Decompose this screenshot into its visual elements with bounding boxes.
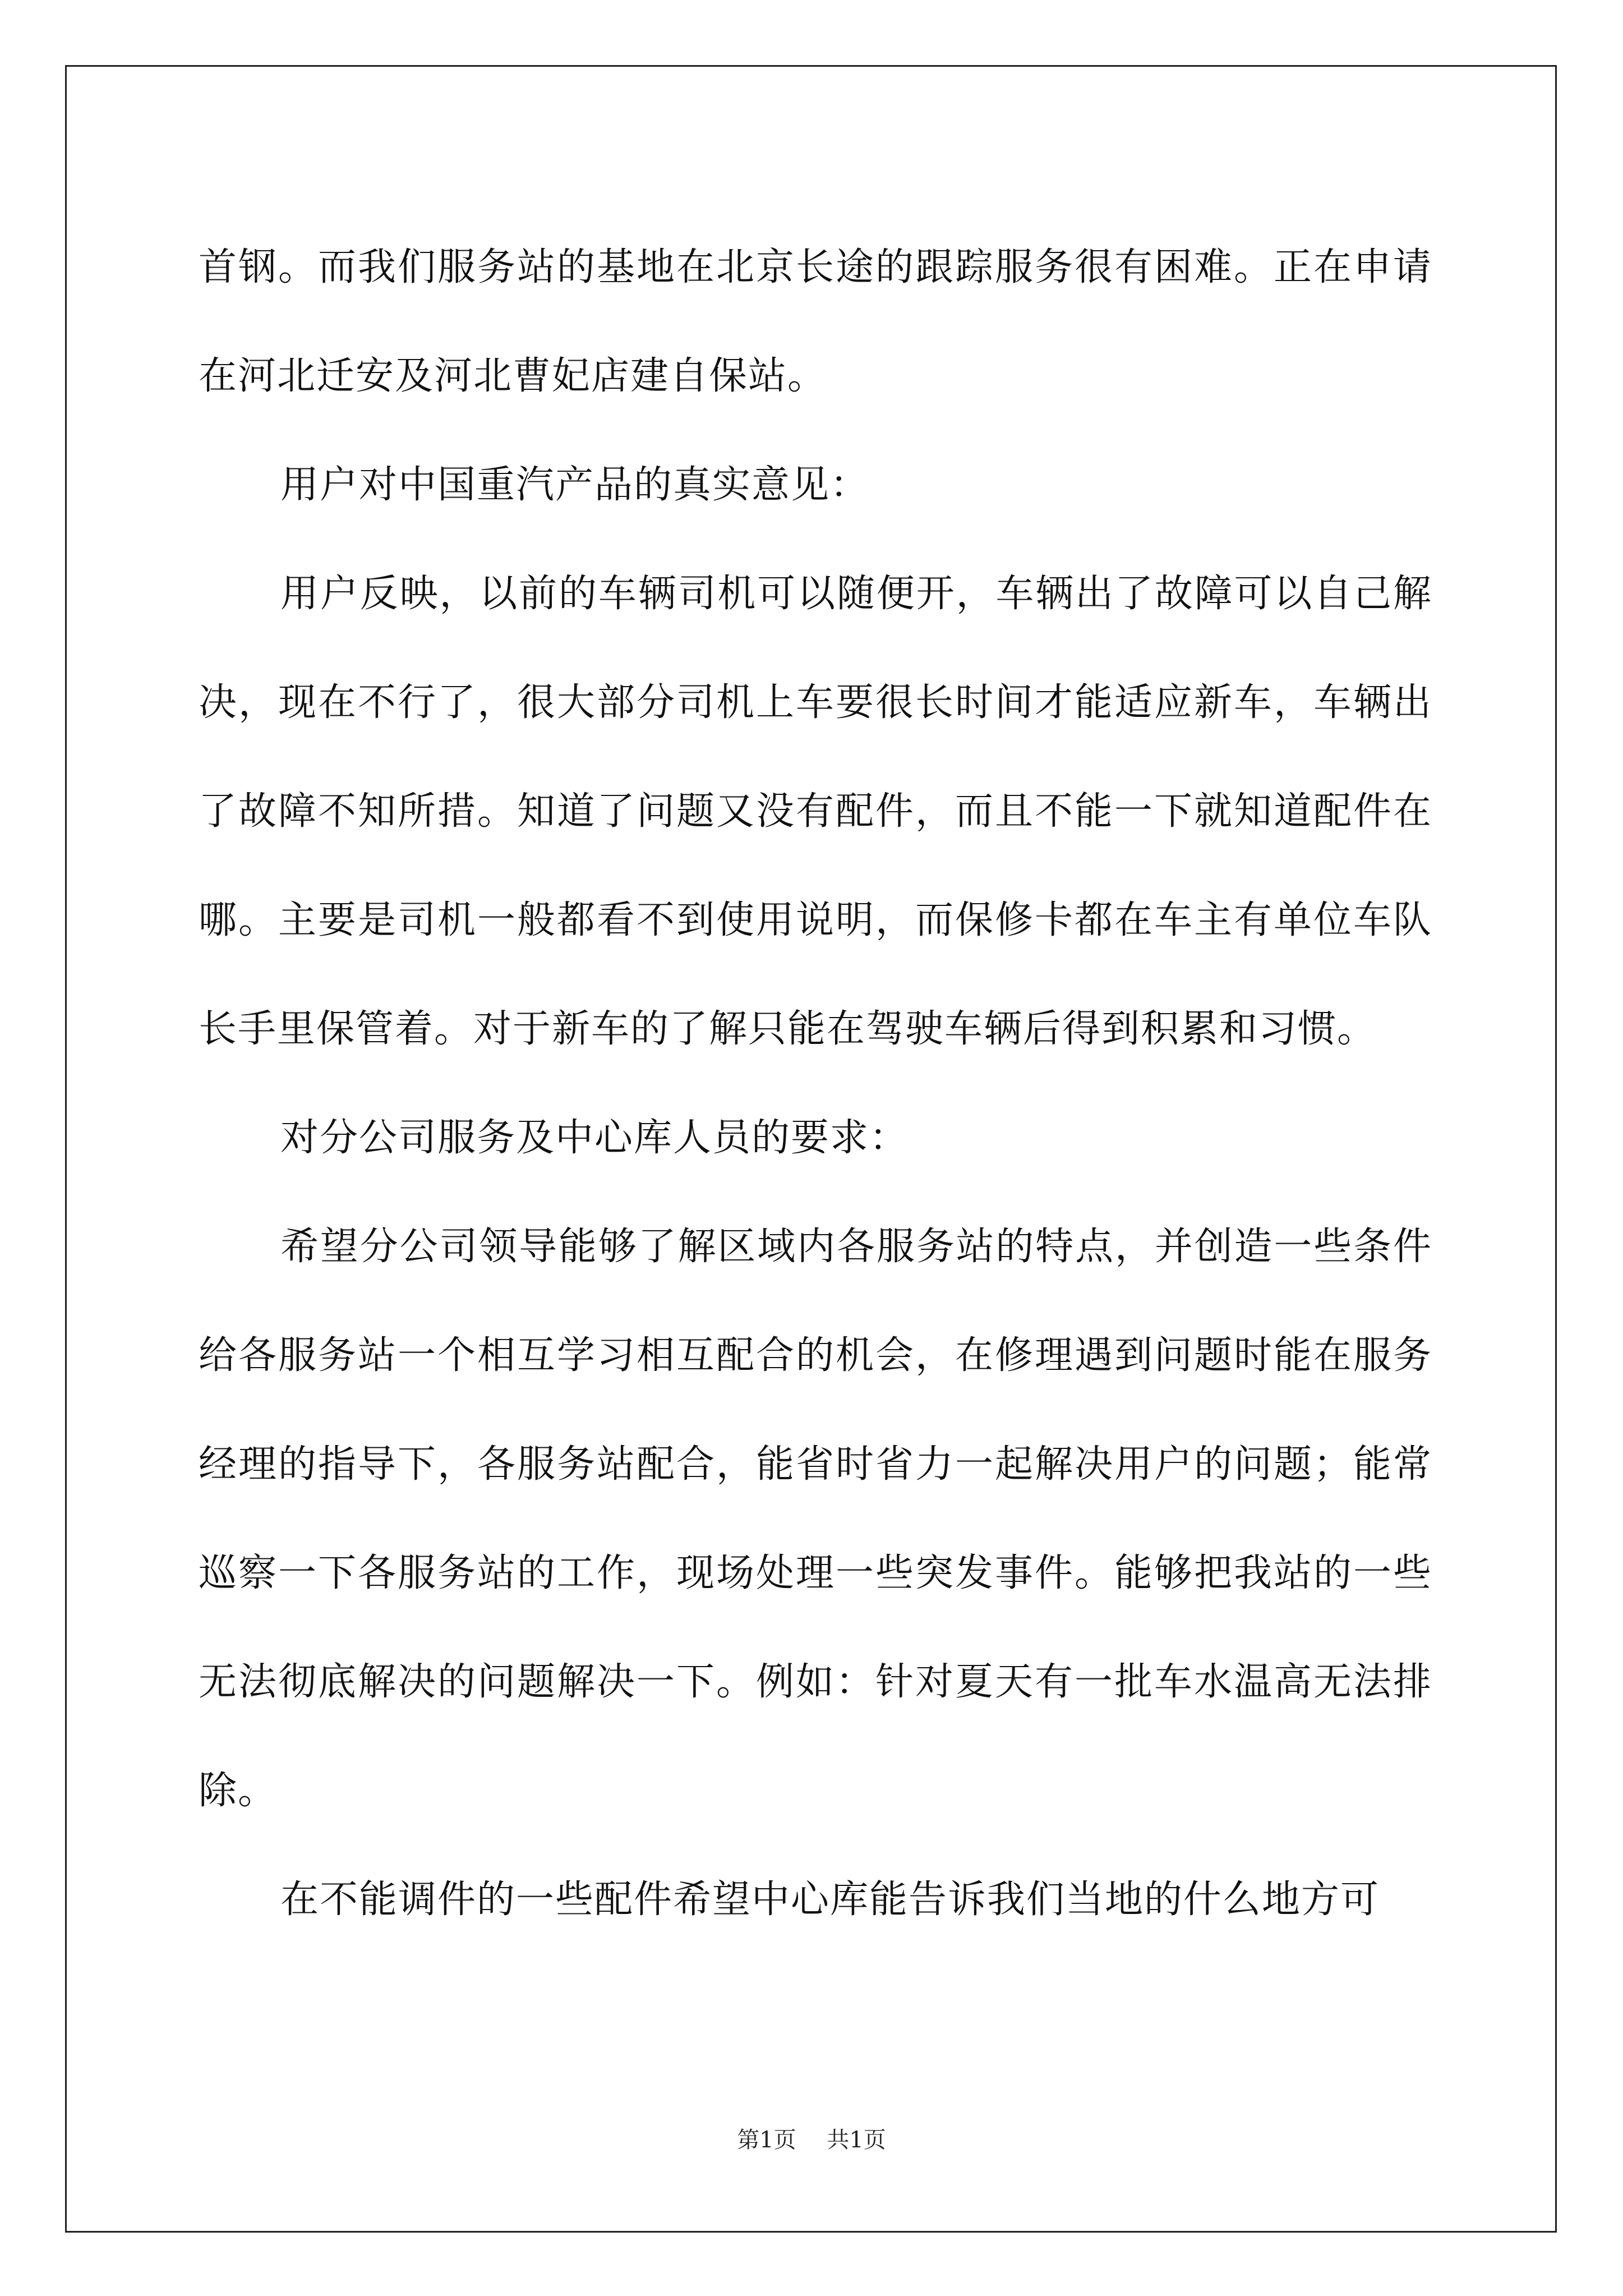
paragraph-3: 用户反映，以前的车辆司机可以随便开，车辆出了故障可以自己解决，现在不行了，很大部分司机上车要很长时间才能适应新车，车辆出了故障不知所措。知道了问题又没有配件，而且不能一下就知道配件在哪。主要是司机一般都看不到使用说明，而保修卡都在车主有单位车队长手里保管着。对于新车的了解只能在驾驶车辆后得到积累和习惯。: [199, 572, 1432, 1051]
page-number-total: 共1页: [827, 2127, 886, 2153]
document-body: [199, 213, 1432, 1954]
page-footer: [0, 2123, 1623, 2157]
paragraph-4: 对分公司服务及中心库人员的要求：: [280, 1116, 909, 1160]
paragraph-2: 用户对中国重汽产品的真实意见：: [280, 463, 870, 507]
paragraph-5: 希望分公司领导能够了解区域内各服务站的特点，并创造一些条件给各服务站一个相互学习相互配合的机会，在修理遇到问题时能在服务经理的指导下，各服务站配合，能省时省力一起解决用户的问题；能常巡察一下各服务站的工作，现场处理一些突发事件。能够把我站的一些无法彻底解决的问题解决一下。例如：针对夏天有一批车水温高无法排除。: [199, 1225, 1432, 1813]
paragraph-1: 首钢。而我们服务站的基地在北京长途的跟踪服务很有困难。正在申请在河北迁安及河北曹妃店建自保站。: [199, 245, 1432, 398]
page-number-current: 第1页: [737, 2127, 796, 2153]
paragraph-6: 在不能调件的一些配件希望中心库能告诉我们当地的什么地方可: [280, 1878, 1380, 1922]
